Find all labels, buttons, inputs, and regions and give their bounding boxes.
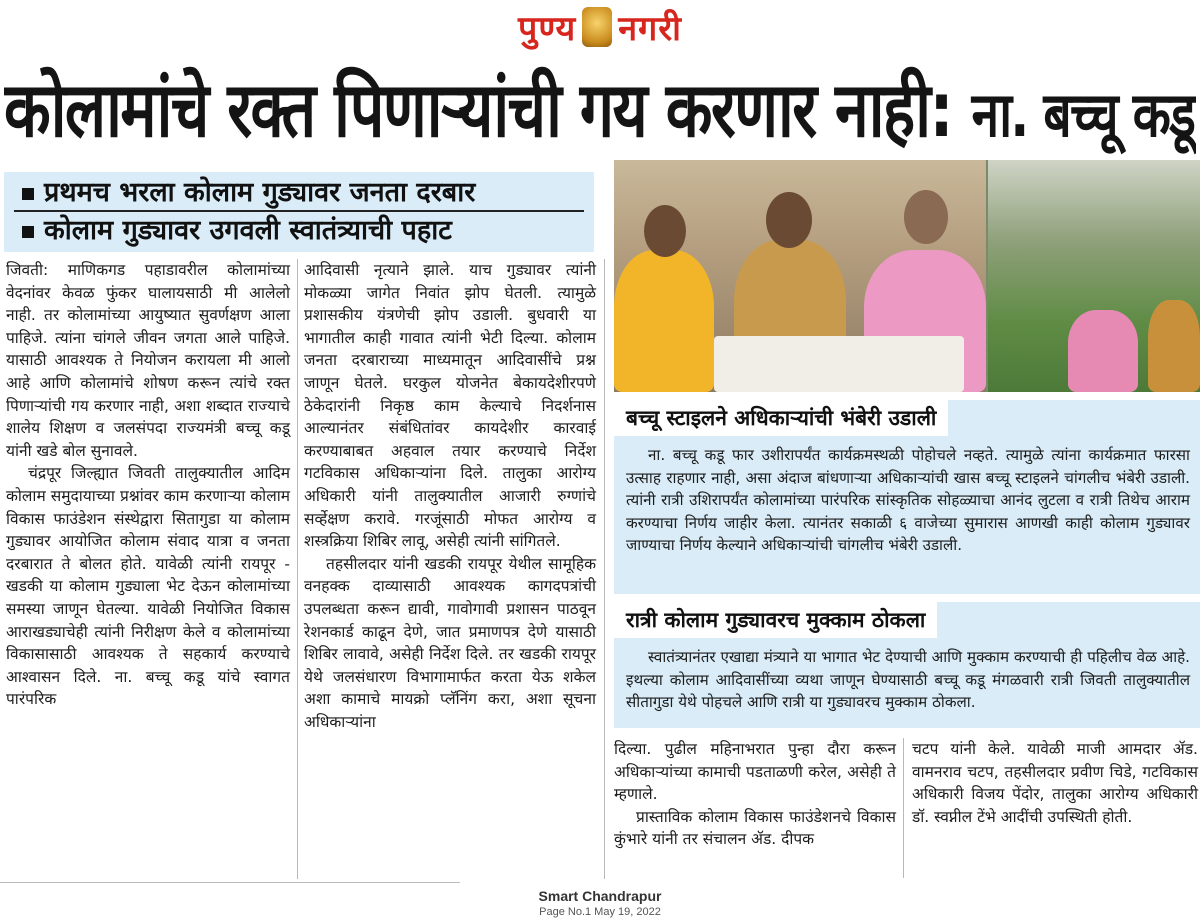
subheadline-box [4,172,594,252]
sidebar-story-2-body: स्वातंत्र्यानंतर एखाद्या मंत्र्याने या भागात भेट देण्याची आणि मुक्काम करण्याची ही पहिलीच वेळ आहे. इथल्या कोलाम आदिवासींच्या व्यथा जाणून घेण्यासाठी बच्चू कडू मंगळवारी रात्री जिवती तालुक्यातील सीतागुडा येथे पोहचले आणि रात्री या गुड्यावरच मुक्काम ठोकला. [626,648,1190,712]
column-3-paragraph-1: दिल्या. पुढील महिनाभरात पुन्हा दौरा करून अधिकाऱ्यांच्या कामाची पडताळणी करेल, असेही ते म्हणाले. [614,740,896,804]
headline-text [4,58,1194,167]
sidebar-story-1 [614,400,1200,594]
person-pink-shirt [1068,310,1138,392]
column-2-paragraph-2: तहसीलदार यांनी खडकी रायपूर येथील सामूहिक वनहक्क दाव्यासाठी आवश्यक कागदपत्रांची उपलब्धता करून द्यावी, गावोगावी प्रशासन पाठवून रेशनकार्ड काढून देणे, जात प्रमाणपत्र देणे यासाठी शिबिर लावावे, असेही निर्देश दिले. तर खडकी रायपूर येथे जलसंधारण विभागामार्फत करता येऊ शकेल अशा कामाचे मायक्रो प्लॅनिंग करा, अशा सूचना अधिकाऱ्यांना [304,554,596,731]
subheadline-2-text: कोलाम गुड्यावर उगवली स्वातंत्र्याची पहाट [44,215,452,246]
column-1-paragraph-2: चंद्रपूर जिल्ह्यात जिवती तालुक्यातील आदिम कोलाम समुदायाच्या प्रश्नांवर काम करणाऱ्या कोलाम विकास फाउंडेशन संस्थेद्वारा सितागुडा या कोलाम गुड्यावर आयोजित कोलाम संवाद यात्रा व जनता दरबारात ते बोलत होते. यावेळी त्यांनी रायपूर - खडकी या कोलाम गुड्याला भेट देऊन कोलामांच्या समस्या जाणून घेतल्या. यावेळी नियोजित विकास आराखड्याचेही त्यांनी निरीक्षण केले व कोलामांच्या विकासासाठी आवश्यक ते सहकार्य करण्याचे आश्वासन दिले. ना. बच्चू कडू यांचे स्वागत पारंपरिक [6,464,290,709]
subheadline-2 [22,214,452,248]
subheadline-1 [22,176,475,210]
bullet-square-icon [22,226,34,238]
person-head [766,192,812,248]
column-1-paragraph-1: जिवती: माणिकगड पहाडावरील कोलामांच्या वेदनांवर केवळ फुंकर घालायसाठी मी आलेलो नाही. तर कोलामांच्या आयुष्यात सुवर्णक्षण आला पाहिजे. त्यांना चांगले जीवन जगता आले पाहिजे. यासाठी आवश्यक ते नियोजन करायला मी आलो आहे आणि कोलामांचे शोषण करून त्यांचे रक्त पिणाऱ्यांची गय करणार नाही, अशा शब्दात राज्याचे शालेय शिक्षण व जलसंपदा राज्यमंत्री बच्चू कडू यांनी खडे बोल सुनावले. [6,261,290,460]
column-divider [604,259,605,879]
column-4-paragraph-1: चटप यांनी केले. यावेळी माजी आमदार ॲड. वामनराव चटप, तहसीलदार प्रवीण चिडे, गटविकास अधिकारी विजय पेंदोर, तालुका आरोग्य अधिकारी डॉ. स्वप्नील टेंभे आदींची उपस्थिती होती. [912,740,1198,826]
person-head [904,190,948,244]
footer-page-info: Page No.1 May 19, 2022 [539,906,661,918]
person-head [644,205,686,257]
article-column-4 [912,738,1198,828]
column-2-paragraph-1: आदिवासी नृत्याने झाले. याच गुड्यावर त्यांनी मोकळ्या जागेत निवांत झोप घेतली. त्यामुळे प्रशासकीय यंत्रणेची झोप उडाली. बुधवारी या भागातील काही गावात त्यांनी भेटी दिल्या. कोलाम जनता दरबाराच्या माध्यमातून आदिवासींचे प्रश्न जाणून घेतले. घरकुल योजनेत बेकायदेशीरपणे ठेकेदारांनी निकृष्ठ काम केल्याचे निदर्शनास आल्यानंतर संबंधितांवर कायदेशीर कारवाई करण्याबाबत अहवाल तयार करण्याचे निर्देश गटविकास अधिकाऱ्यांना दिले. तालुका आरोग्य अधिकारी यांनी तालुक्यातील आजारी रुग्णांचे सर्व्हेक्षण करावे. गरजूंसाठी मोफत आरोग्य व शस्त्रक्रिया शिबिर लावू, असेही त्यांनी सांगितले. [304,261,596,551]
deity-emblem-icon [582,7,612,47]
newspaper-logo [518,4,682,50]
logo-text-right: नगरी [618,9,682,49]
sidebar-story-1-title: बच्चू स्टाइलने अधिकाऱ्यांची भंबेरी उडाली [614,400,948,436]
table-with-papers [714,336,964,392]
column-divider [903,738,904,878]
subheadline-divider [14,210,584,212]
logo-text-left: पुण्य [518,9,577,49]
sidebar-story-2-title: रात्री कोलाम गुड्यावरच मुक्काम ठोकला [614,602,937,638]
masthead [0,0,1200,54]
article-column-1 [6,259,290,711]
news-photo [614,160,1200,392]
sidebar-story-1-body: ना. बच्चू कडू फार उशीरापर्यंत कार्यक्रमस्थळी पोहोचले नव्हते. त्यामुळे त्यांना कार्यक्रमात फारसा उत्साह राहणार नाही, असा अंदाज बांधणाऱ्या अधिकाऱ्यांची खास बच्चू स्टाइलने चांगलीच भंबेरी उडाली. त्यांनी रात्री उशिरापर्यंत कोलामांच्या पारंपरिक सांस्कृतिक सोहळ्याचा आनंद लुटला व रात्री तिथेच आराम करण्याचा निर्णय जाहीर केला. त्यानंतर सकाळी ६ वाजेच्या सुमारास आणखी काही कोलाम गुड्यावर जाण्याचा निर्णय केल्याने अधिकाऱ्यांची चांगलीच भंबेरी उडाली. [626,446,1190,555]
article-column-3 [614,738,896,851]
subheadline-1-text: प्रथमच भरला कोलाम गुड्यावर जनता दरबार [44,177,476,208]
column-divider [297,259,298,879]
person-yellow-kurta [614,250,714,392]
photo-crowd-gathering [988,160,1200,392]
sidebar-story-2 [614,602,1200,728]
photo-minister-meeting [614,160,986,392]
footer-divider [0,882,460,883]
main-headline [4,58,1196,168]
headline-main: कोलामांचे रक्त पिणाऱ्यांची गय करणार नाही: [4,65,953,154]
article-column-2 [304,259,596,733]
person-seated [1148,300,1200,392]
headline-minister-name: ना. बच्चू कडू [971,78,1195,151]
bullet-square-icon [22,188,34,200]
footer-publication: Smart Chandrapur [538,888,662,904]
column-3-paragraph-2: प्रास्ताविक कोलाम विकास फाउंडेशनचे विकास कुंभारे यांनी तर संचालन ॲड. दीपक [614,807,896,849]
